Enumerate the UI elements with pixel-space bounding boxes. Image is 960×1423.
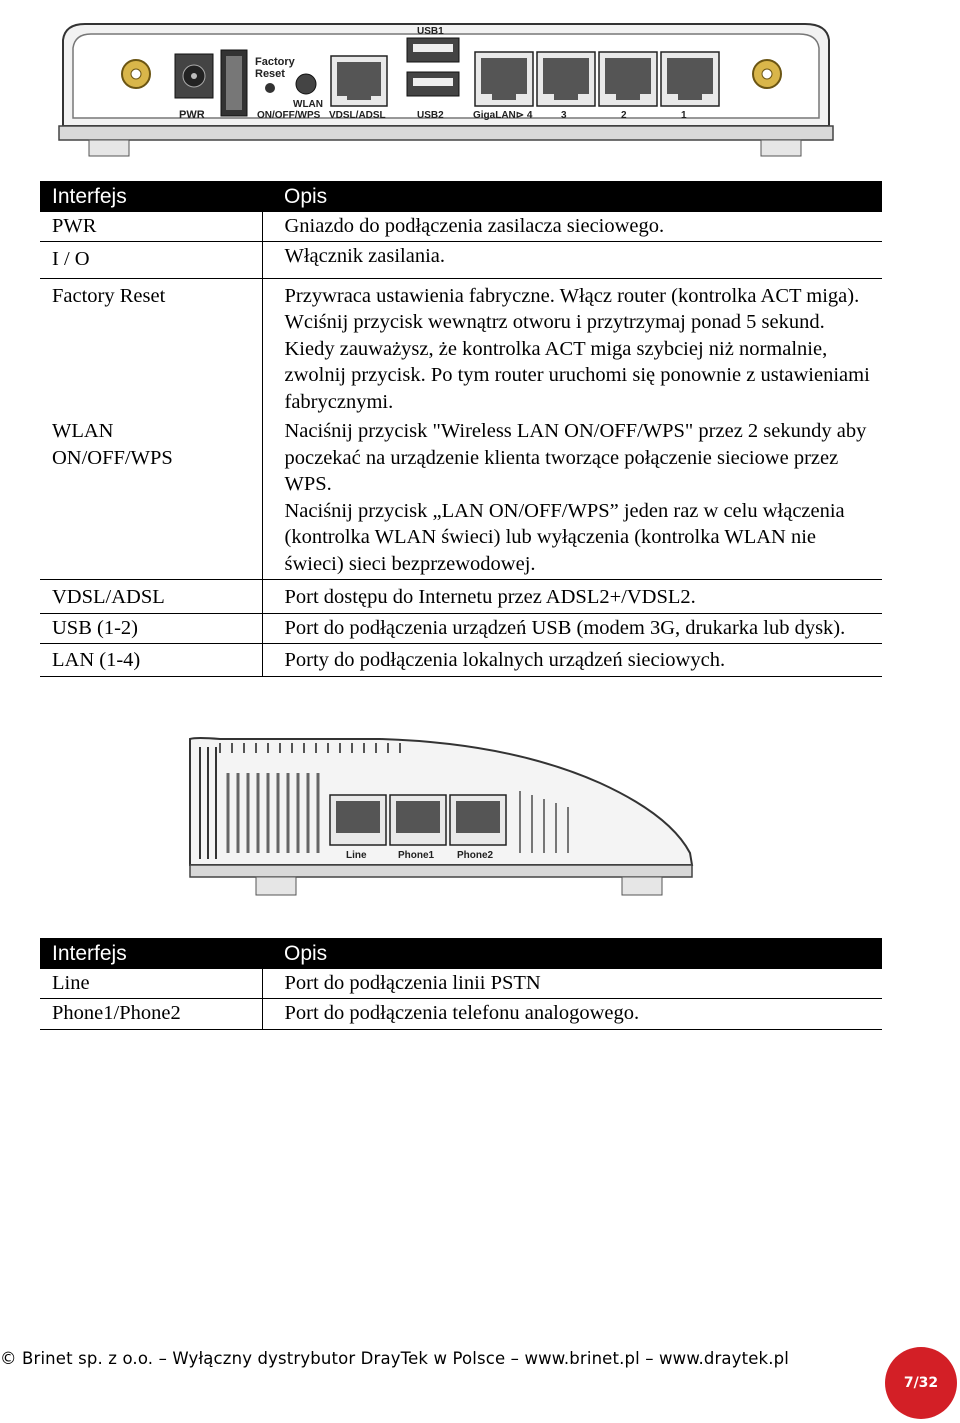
line-port-icon	[330, 795, 386, 845]
lan-port-2-icon	[599, 52, 657, 106]
antenna-connector-left-icon	[122, 60, 150, 88]
label-reset: Reset	[255, 68, 285, 80]
table-row	[40, 278, 882, 417]
header-description: Opis	[262, 181, 882, 212]
interface-description: Przywraca ustawienia fabryczne. Włącz router (kontrolka ACT miga). Wciśnij przycisk wewnątrz otworu i przytrzymaj ponad 5 sekund. Kiedy zauważysz, że kontrolka ACT miga szybciej niż normalnie, zwolnij przycisk. Po tym router uruchomi się ponownie z ustawieniami fabrycznymi.	[262, 278, 882, 417]
interface-description: Włącznik zasilania.	[262, 242, 882, 279]
label-line: Line	[346, 850, 367, 861]
table-row	[40, 212, 882, 242]
header-interface: Interfejs	[40, 938, 262, 969]
table-row	[40, 644, 882, 677]
interface-name: I / O	[40, 242, 262, 279]
phone-interface-table	[40, 938, 882, 1030]
label-vdsl: VDSL/ADSL	[329, 110, 386, 121]
interface-name: LAN (1-4)	[40, 644, 262, 677]
antenna-connector-right-icon	[753, 60, 781, 88]
label-phone2: Phone2	[457, 850, 494, 861]
table-header-row	[40, 938, 882, 969]
interface-name: VDSL/ADSL	[40, 580, 262, 614]
phone2-port-icon	[450, 795, 506, 845]
table-row	[40, 242, 882, 279]
interface-name: WLAN ON/OFF/WPS	[40, 417, 262, 580]
table-row	[40, 417, 882, 580]
power-switch-icon	[221, 50, 247, 116]
label-gigalan: GigaLAN⊳ 4	[473, 110, 533, 121]
label-port-1: 1	[681, 110, 687, 121]
page-number-badge: 7/32	[885, 1347, 957, 1419]
vdsl-port-icon	[331, 56, 387, 106]
label-port-2: 2	[621, 110, 627, 121]
page-footer: © Brinet sp. z o.o. – Wyłączny dystrybutor DrayTek w Polsce – www.brinet.pl – www.draytek.pl	[0, 1349, 789, 1368]
table-row	[40, 969, 882, 999]
header-interface: Interfejs	[40, 181, 262, 212]
usb-port-2-icon	[407, 72, 459, 96]
usb-port-1-icon	[407, 38, 459, 62]
label-phone1: Phone1	[398, 850, 435, 861]
interface-description: Port do podłączenia telefonu analogowego.	[262, 999, 882, 1030]
reset-hole-icon	[265, 83, 275, 93]
power-jack-icon	[175, 54, 213, 98]
table-row	[40, 580, 882, 614]
interface-name: Line	[40, 969, 262, 999]
label-port-3: 3	[561, 110, 567, 121]
interface-description: Port do podłączenia urządzeń USB (modem 3G, drukarka lub dysk).	[262, 613, 882, 644]
label-factory: Factory	[255, 56, 295, 68]
interface-name: PWR	[40, 212, 262, 242]
lan-port-3-icon	[537, 52, 595, 106]
label-onoffwps: ON/OFF/WPS	[257, 110, 321, 121]
lan-port-4-icon	[475, 52, 533, 106]
interface-name: Phone1/Phone2	[40, 999, 262, 1030]
phone1-port-icon	[390, 795, 446, 845]
table-header-row	[40, 181, 882, 212]
router-side-panel-figure	[180, 733, 700, 903]
interface-description: Porty do podłączenia lokalnych urządzeń sieciowych.	[262, 644, 882, 677]
wlan-button-icon	[296, 74, 316, 94]
label-usb2: USB2	[417, 110, 444, 121]
interface-description: Port dostępu do Internetu przez ADSL2+/VDSL2.	[262, 580, 882, 614]
table-row	[40, 999, 882, 1030]
interface-description: Port do podłączenia linii PSTN	[262, 969, 882, 999]
interface-description: Naciśnij przycisk "Wireless LAN ON/OFF/WPS" przez 2 sekundy aby poczekać na urządzenie klienta tworzące połączenie sieciowe przez WPS. Naciśnij przycisk „LAN ON/OFF/WPS” jeden raz w celu włączenia (kontrolka WLAN świeci) lub wyłączenia (kontrolka WLAN nie świeci) sieci bezprzewodowej.	[262, 417, 882, 580]
interface-table	[40, 181, 882, 677]
interface-description: Gniazdo do podłączenia zasilacza sieciowego.	[262, 212, 882, 242]
label-usb1: USB1	[417, 26, 444, 37]
table-row	[40, 613, 882, 644]
label-pwr: PWR	[179, 109, 205, 121]
label-wlan: WLAN	[293, 99, 323, 110]
header-description: Opis	[262, 938, 882, 969]
interface-name: USB (1-2)	[40, 613, 262, 644]
lan-port-1-icon	[661, 52, 719, 106]
router-back-panel-figure	[55, 18, 835, 163]
interface-name: Factory Reset	[52, 284, 166, 307]
